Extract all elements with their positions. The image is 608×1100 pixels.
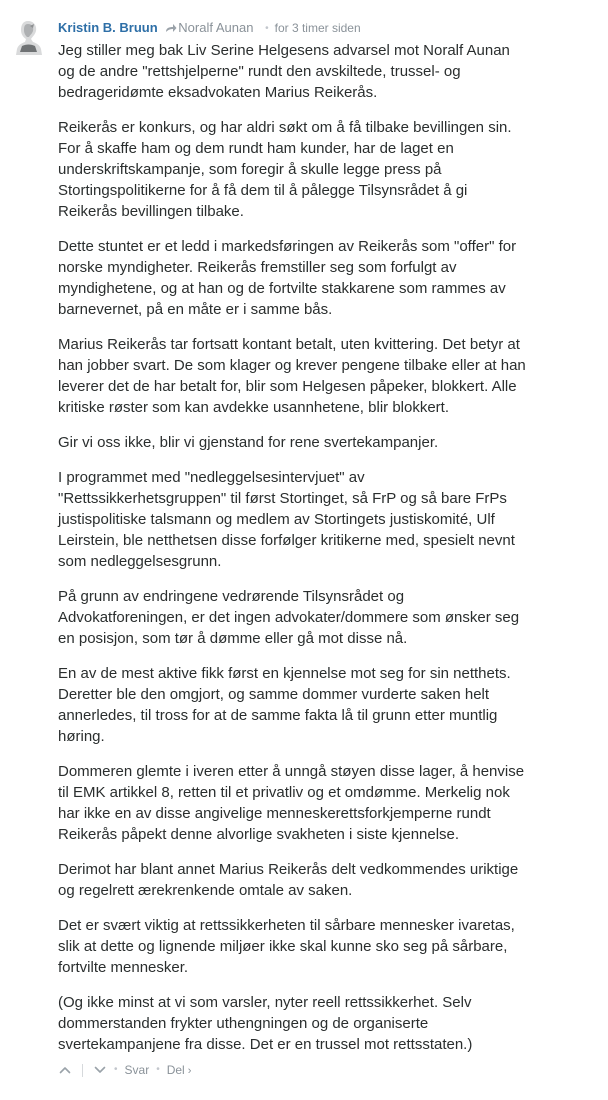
avatar-image <box>10 18 46 56</box>
reply-arrow-icon <box>165 19 177 39</box>
comment-header <box>58 18 528 38</box>
footer-separator: • <box>156 1064 160 1075</box>
chevron-up-icon <box>59 1066 71 1074</box>
meta-separator: • <box>265 23 269 34</box>
comment-paragraph: Dette stuntet er et ledd i markedsføringen av Reikerås som "offer" for norske myndigheter. Reikerås fremstiller seg som forfulgt av myndighetene, og at han og de fortvilte stakkarene som rammes av barnevernet, på en måte er i samme bås. <box>58 238 517 318</box>
share-arrow-icon: › <box>187 1064 192 1077</box>
comment-footer <box>58 1059 528 1081</box>
comment-timestamp[interactable]: for 3 timer siden <box>274 21 361 35</box>
comment-paragraph: I programmet med "nedleggelsesintervjuet" av "Rettssikkerhetsgruppen" til først Stortinget, så FrP og så bare FrPs justispolitiske talsmann og medlem av Stortingets justiskomité, Ulf Leirstein, ble netthetsen disse forfølger kritikerne med, spesielt nevnt som nedleggelsesgrunn. <box>58 469 515 570</box>
comment-paragraph: En av de mest aktive fikk først en kjennelse mot seg for sin netthets. Deretter ble den omgjort, og samme dommer vurderte saken helt annerledes, til tross for at de samme fakta lå til grunn etter muntlig høring. <box>58 665 511 745</box>
reply-button[interactable]: Svar <box>124 1063 150 1077</box>
avatar[interactable] <box>10 18 46 56</box>
downvote-button[interactable] <box>93 1063 107 1077</box>
comment-paragraph: Reikerås er konkurs, og har aldri søkt om å få tilbake bevillingen sin. For å skaffe ham og dem rundt ham kunder, har de laget en underskriftskampanje, som foregir å skulle legge press på Stortingspolitikerne for å få dem til å pålegge Tilsynsrådet å gi Reikerås bevillingen tilbake. <box>58 119 512 220</box>
author-name[interactable]: Kristin B. Bruun <box>58 20 158 35</box>
comment-body <box>58 18 528 1081</box>
comment-paragraph: Gir vi oss ikke, blir vi gjenstand for rene svertekampanjer. <box>58 434 439 451</box>
chevron-down-icon <box>94 1066 106 1074</box>
share-label: Del <box>166 1062 185 1077</box>
footer-separator: • <box>114 1064 118 1075</box>
upvote-button[interactable] <box>58 1063 72 1077</box>
comment-message <box>58 40 528 1055</box>
comment-paragraph: (Og ikke minst at vi som varsler, nyter reell rettssikkerhet. Selv dommerstanden frykter uthengningen og de organiserte svertekampanjene fra disse. Det er en trussel mot rettsstaten.) <box>58 994 473 1053</box>
share-button[interactable] <box>167 1059 192 1082</box>
vote-divider <box>82 1064 83 1077</box>
comment-paragraph: Marius Reikerås tar fortsatt kontant betalt, uten kvittering. Det betyr at han jobber svart. De som klager og krever pengene tilbake eller at han leverer det de har betalt for, blir som Helgesen påpeker, blokkert. Alle kritiske røster som kan avdekke usannhetene, blir blokkert. <box>58 336 526 416</box>
comment-paragraph: Jeg stiller meg bak Liv Serine Helgesens advarsel mot Noralf Aunan og de andre "rettshjelperne" rundt den avskiltede, trussel- og bedrageridømte eksadvokaten Marius Reikerås. <box>58 42 510 101</box>
reply-to-author[interactable]: Noralf Aunan <box>178 20 254 35</box>
comment-paragraph: Derimot har blant annet Marius Reikerås delt vedkommendes uriktige og regelrett ærekrenkende omtale av saken. <box>58 861 519 899</box>
comment-paragraph: Det er svært viktig at rettssikkerheten til sårbare mennesker ivaretas, slik at dette og lignende miljøer ikke skal kunne sko seg på sårbare, fortvilte mennesker. <box>58 917 515 976</box>
comment-paragraph: Dommeren glemte i iveren etter å unngå støyen disse lager, å henvise til EMK artikkel 8, retten til et privatliv og et omdømme. Merkelig nok har ikke en av disse angivelige menneskerettsforkjemperne rundt Reikerås påpekt denne alvorlige svakheten i siste kjennelse. <box>58 763 525 843</box>
comment-paragraph: På grunn av endringene vedrørende Tilsynsrådet og Advokatforeningen, er det ingen advokater/dommere som ønsker seg en posisjon, som tør å dømme eller gå mot disse nå. <box>58 588 520 647</box>
